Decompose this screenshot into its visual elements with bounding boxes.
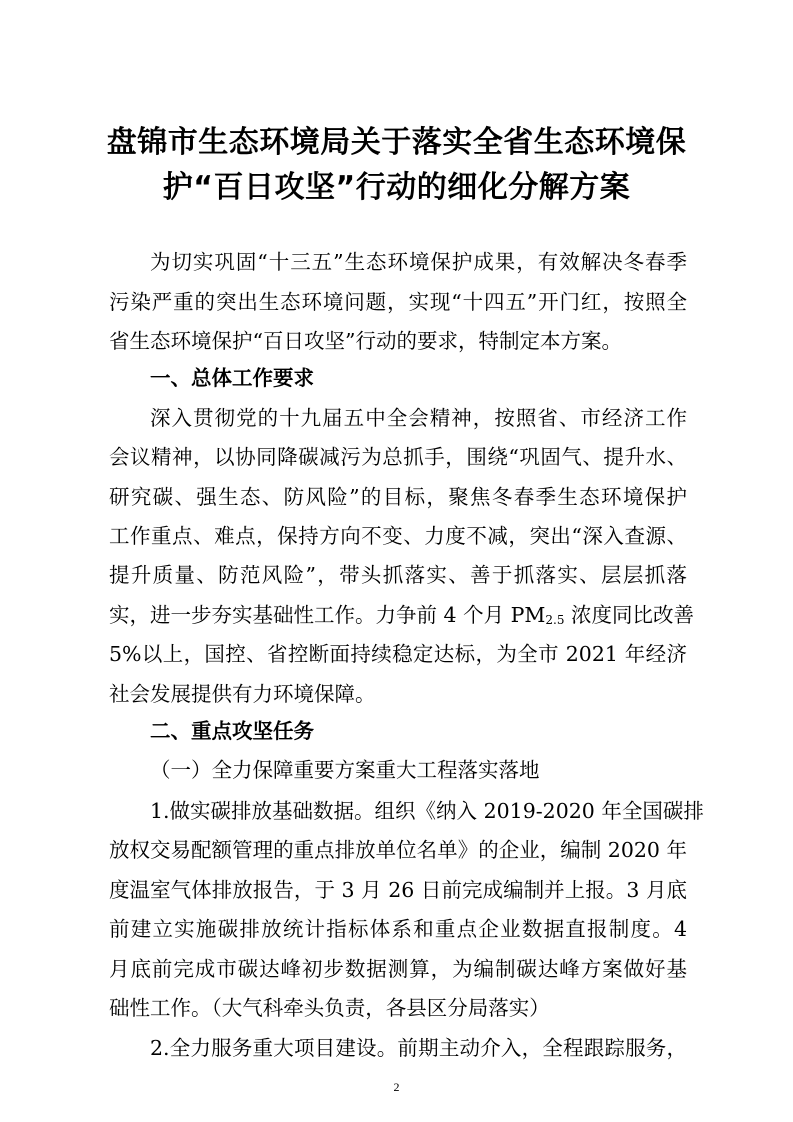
document-title-line-1: 盘锦市生态环境局关于落实全省生态环境保 <box>106 125 687 160</box>
paragraph-line: 础性工作。（大气科牵头负责，各县区分局落实） <box>109 996 550 1020</box>
subsection-heading: （一）全力保障重要方案重大工程落实落地 <box>150 758 540 782</box>
paragraph-line: 1.做实碳排放基础数据。组织《纳入 2019-2020 年全国碳排 <box>150 799 704 823</box>
paragraph-line-pm25 <box>109 601 694 634</box>
paragraph-line: 提升质量、防范风险”，带头抓落实、善于抓落实、层层抓落 <box>109 563 687 587</box>
paragraph-line: 省生态环境保护“百日攻坚”行动的要求，特制定本方案。 <box>109 329 622 353</box>
paragraph-line: 度温室气体排放报告，于 3 月 26 日前完成编制并上报。3 月底 <box>109 878 687 902</box>
paragraph-line: 月底前完成市碳达峰初步数据测算，为编制碳达峰方案做好基 <box>109 957 687 981</box>
page-number: 2 <box>393 1080 400 1094</box>
paragraph-line: 深入贯彻党的十九届五中全会精神，按照省、市经济工作 <box>150 406 687 430</box>
paragraph-line: 工作重点、难点，保持方向不变、力度不减，突出“深入查源、 <box>109 524 687 548</box>
paragraph-line: 研究碳、强生态、防风险”的目标，聚焦冬春季生态环境保护 <box>109 485 687 509</box>
paragraph-line: 放权交易配额管理的重点排放单位名单》的企业，编制 2020 年 <box>109 838 687 862</box>
document-title-line-2: 护“百日攻坚”行动的细化分解方案 <box>162 170 631 205</box>
paragraph-line: 5%以上，国控、省控断面持续稳定达标，为全市 2021 年经济 <box>109 642 687 666</box>
section-heading: 二、重点攻坚任务 <box>150 719 314 743</box>
section-heading: 一、总体工作要求 <box>150 366 314 390</box>
paragraph-line: 污染严重的突出生态环境问题，实现“十四五”开门红，按照全 <box>109 290 687 314</box>
paragraph-line: 前建立实施碳排放统计指标体系和重点企业数据直报制度。4 <box>109 917 687 941</box>
pm-text: 实，进一步夯实基础性工作。力争前 4 个月 PM <box>109 603 546 627</box>
pm-subscript: 2.5 <box>545 613 565 627</box>
paragraph-line: 为切实巩固“十三五”生态环境保护成果，有效解决冬春季 <box>150 250 687 274</box>
pm-rest-text: 浓度同比改善 <box>571 603 694 627</box>
paragraph-line: 2.全力服务重大项目建设。前期主动介入，全程跟踪服务， <box>150 1036 687 1060</box>
paragraph-line: 会议精神，以协同降碳减污为总抓手，围绕“巩固气、提升水、 <box>109 445 687 469</box>
paragraph-line: 社会发展提供有力环境保障。 <box>109 682 376 706</box>
